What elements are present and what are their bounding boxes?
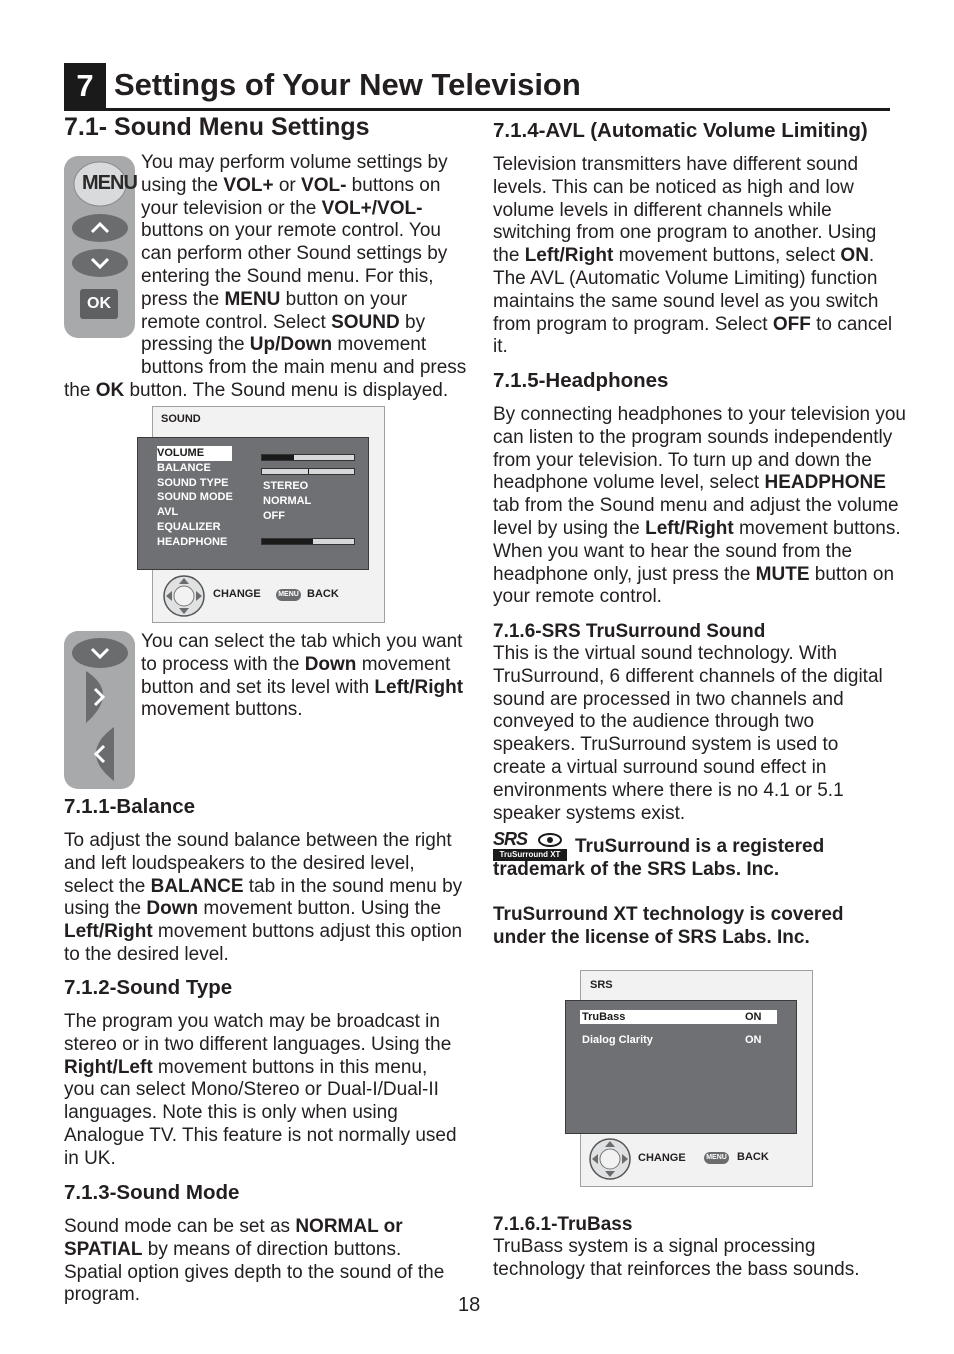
menu-item-avl[interactable]: AVL <box>157 506 179 519</box>
footer-change: CHANGE <box>213 588 261 600</box>
chapter-title: Settings of Your New Television <box>114 67 581 102</box>
srs-license: TruSurround XT technology is covered under the license of SRS Labs. Inc. <box>493 904 844 948</box>
sound-mode-paragraph: Sound mode can be set as NORMAL or SPATIAL by means of direction buttons. Spatial option gives depth to the sound of the program. <box>64 1216 445 1306</box>
menu-item-sound-mode[interactable]: SOUND MODE <box>157 491 233 504</box>
volume-bar[interactable] <box>261 454 355 461</box>
menu-pill-icon: MENU <box>276 589 301 601</box>
avl-paragraph: Television transmitters have different sound levels. This can be noticed as high and low volume levels in different channels while switching from one program to another. Using the Left/Right movement buttons, select ON. The AVL (Automatic Volume Limiting) function maintains the same sound level as you switch from program to program. Select OFF to cancel it. <box>493 154 893 358</box>
sound-menu-title: SOUND <box>161 413 201 425</box>
trubass-paragraph: TruBass system is a signal processing technology that reinforces the bass sounds. <box>493 1236 860 1280</box>
ok-key: OK <box>80 289 118 319</box>
footer-back: BACK <box>307 588 339 600</box>
sound-mode-heading: 7.1.3-Sound Mode <box>64 1181 240 1204</box>
sound-menu-items <box>157 446 233 550</box>
srs-logo-sub: TruSurround XT <box>493 849 567 861</box>
arrow-keys-drawing <box>64 631 135 789</box>
sound-type-heading: 7.1.2-Sound Type <box>64 976 233 999</box>
dpad-icon <box>160 574 208 618</box>
srs-trademark: TruSurround is a registered trademark of the SRS Labs. Inc. <box>493 836 825 880</box>
intro-paragraph: You may perform volume settings by using the VOL+ or VOL- buttons on your television or the VOL+/VOL- buttons on your remote control. You can perform other Sound settings by entering the Sound menu. For this, press the MENU button on your remote control. Select SOUND by pressing the Up/Down movement buttons from the main menu and press the OK button. The Sound menu is displayed. <box>64 152 467 401</box>
srs-row-value: ON <box>745 1011 762 1023</box>
srs-menu-title: SRS <box>590 979 613 991</box>
footer-change: CHANGE <box>638 1152 686 1164</box>
srs-row-label: TruBass <box>582 1011 626 1023</box>
headphone-bar-fill <box>262 539 313 544</box>
avl-value: OFF <box>263 510 285 522</box>
footer-back: BACK <box>737 1151 769 1163</box>
srs-logo-text: SRS <box>493 829 528 849</box>
sound-type-value: STEREO <box>263 480 309 492</box>
sound-menu-panel <box>137 437 369 570</box>
chapter-number: 7 <box>64 63 106 109</box>
left-arrow-icon <box>96 727 114 781</box>
remote-keypad-arrows <box>64 631 135 789</box>
srs-menu-panel <box>565 1000 797 1134</box>
srs-row-label: Dialog Clarity <box>582 1034 653 1046</box>
volume-bar-fill <box>262 455 294 460</box>
sound-mode-value: NORMAL <box>263 495 312 507</box>
balance-heading: 7.1.1-Balance <box>64 795 196 818</box>
headphones-heading: 7.1.5-Headphones <box>493 369 669 392</box>
page-number: 18 <box>458 1294 481 1316</box>
menu-pill-icon: MENU <box>704 1152 729 1164</box>
menu-item-equalizer[interactable]: EQUALIZER <box>157 520 221 533</box>
srs-paragraph: This is the virtual sound technology. With TruSurround, 6 different channels of the digital sound are processed in two channels and conveyed to the audience through two speakers. TruSurround system is used to create a virtual surround sound effect in environments where there is no 4.1 or 5.1 speaker systems exist. <box>493 643 883 824</box>
balance-bar-marker <box>308 469 309 474</box>
avl-heading: 7.1.4-AVL (Automatic Volume Limiting) <box>493 119 868 142</box>
srs-row-trubass[interactable] <box>580 1010 777 1024</box>
balance-bar[interactable] <box>261 468 355 475</box>
dpad-icon <box>586 1137 634 1181</box>
menu-item-headphone[interactable]: HEADPHONE <box>157 535 228 548</box>
menu-key: MENU <box>82 172 137 194</box>
menu-item-sound-type[interactable]: SOUND TYPE <box>157 476 229 489</box>
menu-item-balance[interactable]: BALANCE <box>157 461 211 474</box>
srs-heading: 7.1.6-SRS TruSurround Sound <box>493 621 766 642</box>
trubass-heading: 7.1.6.1-TruBass <box>493 1214 633 1235</box>
down-arrow-icon <box>72 638 128 668</box>
chapter-rule <box>64 108 890 111</box>
sound-type-paragraph: The program you watch may be broadcast in stereo or in two different languages. Using the Right/Left movement buttons in this menu, you can select Mono/Stereo or Dual-I/Dual-II languages. Note this is only when using Analogue TV. This feature is not normally used in UK. <box>64 1011 457 1169</box>
right-arrow-icon <box>86 671 103 723</box>
float-spacer <box>64 152 141 358</box>
srs-row-value: ON <box>745 1034 762 1046</box>
headphone-bar[interactable] <box>261 538 355 545</box>
balance-paragraph: To adjust the sound balance between the right and left loudspeakers to the desired level, select the BALANCE tab in the sound menu by using the Down movement button. Using the Left/Right movement buttons adjust this option to the desired level. <box>64 830 463 965</box>
select-tab-paragraph: You can select the tab which you want to process with the Down movement button and set its level with Left/Right movement buttons. <box>141 631 464 721</box>
section-title: 7.1- Sound Menu Settings <box>64 113 370 141</box>
menu-item-volume[interactable]: VOLUME <box>157 446 232 461</box>
srs-row-dialog-clarity[interactable] <box>580 1033 777 1047</box>
headphones-paragraph: By connecting headphones to your television you can listen to the program sounds independently from your television. To turn up and down the headphone volume level, select HEADPHONE tab from the Sound menu and adjust the volume level by using the Left/Right movement buttons. When you want to hear the sound from the headphone only, just press the MUTE button on your remote control. <box>493 404 906 608</box>
